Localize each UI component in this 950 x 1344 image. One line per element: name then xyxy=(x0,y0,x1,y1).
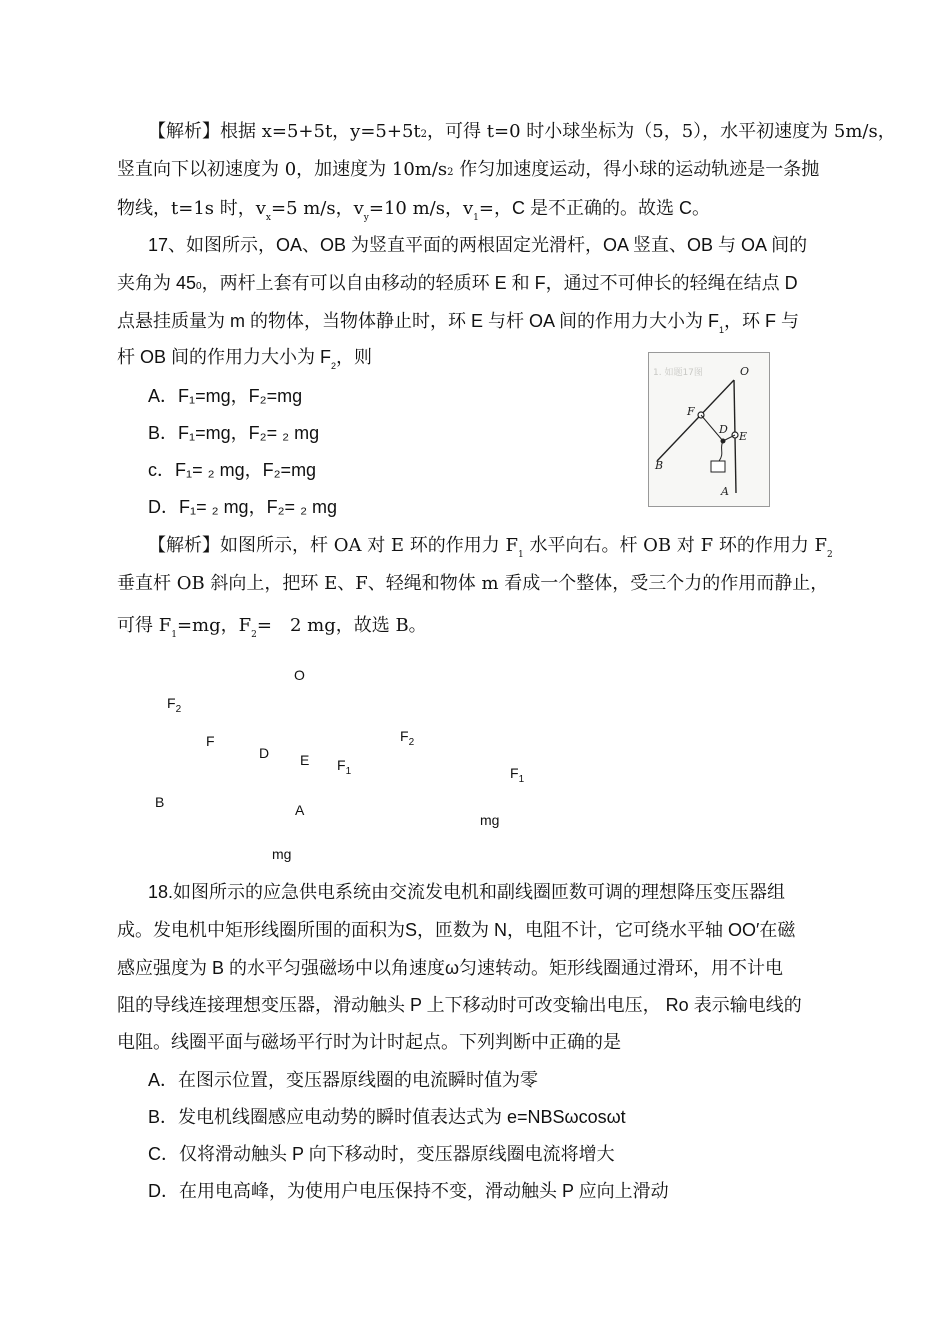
text-span: = xyxy=(256,615,272,636)
q18-option-c: C．仅将滑动触头 P 向下移动时，变压器原线圈电流将增大 xyxy=(148,1144,615,1164)
text-span: 2 mg，故选 B。 xyxy=(289,615,427,636)
text-span: 杆 OB 间的作用力大小为 F xyxy=(117,347,332,367)
q18-line5: 电阻。线圈平面与磁场平行时为计时起点。下列判断中正确的是 xyxy=(117,1032,621,1052)
subscript: 1 xyxy=(473,213,479,223)
subscript: 2 xyxy=(331,361,337,371)
label-o: O xyxy=(740,365,750,378)
q17-line4 xyxy=(117,345,372,378)
text-span: C 是不正确的。故选 C。 xyxy=(511,198,710,218)
text-span: F xyxy=(337,757,346,773)
q17-option-c: c．F₁= ₂ mg，F₂=mg xyxy=(148,460,317,480)
text-span: ，可得 t=0 时小球坐标为（5，5），水平初速度为 5m/s， xyxy=(427,121,896,142)
q18-line3: 感应强度为 B 的水平匀强磁场中以角速度ω匀速转动。矩形线圈通过滑环，用不计电 xyxy=(117,958,784,978)
label-b: B xyxy=(655,459,664,472)
text-span: 水平向右。杆 OB 对 F 环的作用力 F xyxy=(523,535,828,556)
rod-ob xyxy=(657,380,734,461)
text-span: 根据 x=5+5t，y=5+5t xyxy=(220,121,421,142)
text-span: 夹角为 45 xyxy=(117,273,197,293)
text-span: F xyxy=(167,695,176,711)
subscript: y xyxy=(363,213,369,223)
text-span: ，则 xyxy=(336,347,373,367)
subscript: 2 xyxy=(447,167,454,178)
hanging-rope xyxy=(719,441,723,461)
analysis-tag: 【解析】 xyxy=(148,121,220,142)
analysis16-line1 xyxy=(148,120,896,147)
diagram-label-a: A xyxy=(295,802,305,818)
analysis16-line2 xyxy=(117,158,819,185)
analysis17-line2: 垂直杆 OB 斜向上，把环 E、F、轻绳和物体 m 看成一个整体，受三个力的作用而静止， xyxy=(117,573,829,594)
analysis17-line3 xyxy=(117,614,427,647)
subscript: 1 xyxy=(171,630,177,640)
q18-line4: 阻的导线连接理想变压器，滑动触头 P 上下移动时可改变输出电压， Ro 表示输电线的 xyxy=(117,995,802,1015)
diagram-label-f1-right xyxy=(510,765,524,785)
text-span: 可得 F xyxy=(117,615,172,636)
q18-option-d: D．在用电高峰，为使用户电压保持不变，滑动触头 P 应向上滑动 xyxy=(148,1181,669,1201)
text-span: =10 m/s，v xyxy=(368,198,474,219)
diagram-label-b: B xyxy=(155,794,165,810)
text-span: =5 m/s，v xyxy=(270,198,364,219)
subscript: 2 xyxy=(408,736,415,748)
text-span: 物线，t=1s 时，v xyxy=(117,198,266,219)
subscript: 2 xyxy=(251,630,257,640)
diagram-label-mg-right: mg xyxy=(480,812,500,828)
subscript: x xyxy=(265,213,271,223)
text-span: F xyxy=(510,765,519,781)
q18-line2: 成。发电机中矩形线圈所围的面积为S，匝数为 N，电阻不计，它可绕水平轴 OO′在磁 xyxy=(117,920,796,940)
text-span: 点悬挂质量为 m 的物体，当物体静止时，环 E 与杆 OA 间的作用力大小为 F xyxy=(117,311,720,331)
diagram-label-f: F xyxy=(206,733,215,749)
q18-option-b: B．发电机线圈感应电动势的瞬时值表达式为 e=NBSωcosωt xyxy=(148,1107,626,1127)
q17-line1: 17、如图所示，OA、OB 为竖直平面的两根固定光滑杆，OA 竖直、OB 与 OA 间的 xyxy=(148,235,808,255)
q18-line1: 18.如图所示的应急供电系统由交流发电机和副线圈匝数可调的理想降压变压器组 xyxy=(148,882,786,902)
diagram-label-e: E xyxy=(300,752,310,768)
degree-mark: 0 xyxy=(196,281,202,292)
text-span: F xyxy=(400,728,409,744)
subscript: 1 xyxy=(518,550,524,560)
faded-text: 1. 如题17图 xyxy=(653,368,703,378)
label-e: E xyxy=(739,430,748,443)
text-span: 【解析】如图所示，杆 OA 对 E 环的作用力 F xyxy=(148,535,518,556)
diagram-label-d: D xyxy=(259,745,270,761)
q18-option-a: A．在图示位置，变压器原线圈的电流瞬时值为零 xyxy=(148,1070,539,1090)
subscript: 1 xyxy=(719,325,725,335)
subscript: 2 xyxy=(827,550,833,560)
text-span: ，两杆上套有可以自由移动的轻质环 E 和 F，通过不可伸长的轻绳在结点 D xyxy=(201,273,798,293)
diagram-label-o: O xyxy=(294,667,305,683)
q17-option-a: A．F₁=mg，F₂=mg xyxy=(148,386,303,406)
text-span: 竖直向下以初速度为 0，加速度为 10m/s xyxy=(117,159,448,180)
text-span: =mg，F xyxy=(176,615,252,636)
analysis17-line1 xyxy=(148,534,833,567)
q17-line3 xyxy=(117,309,799,342)
text-span: ，环 F 与 xyxy=(724,311,800,331)
subscript: 2 xyxy=(175,703,182,715)
label-d: D xyxy=(719,423,728,436)
q17-option-d: D．F₁= ₂ mg，F₂= ₂ mg xyxy=(148,497,338,517)
diagram-label-mg-left: mg xyxy=(272,846,292,862)
label-a: A xyxy=(721,485,729,498)
rods-diagram xyxy=(649,353,769,506)
text-span: 作匀加速度运动，得小球的运动轨迹是一条抛 xyxy=(453,159,820,180)
analysis16-line3 xyxy=(117,196,710,230)
mass-block xyxy=(711,461,725,472)
q17-option-b: B．F₁=mg，F₂= ₂ mg xyxy=(148,423,320,443)
label-f: F xyxy=(687,405,695,418)
diagram-label-f2-left xyxy=(167,695,181,715)
text-span: =， xyxy=(478,198,512,219)
q17-line2 xyxy=(117,271,798,299)
q17-figure xyxy=(648,352,770,507)
subscript: 1 xyxy=(518,773,525,785)
subscript: 1 xyxy=(345,765,352,777)
subscript: 2 xyxy=(420,129,428,140)
diagram-label-f2-right xyxy=(400,728,414,748)
diagram-label-f1-left xyxy=(337,757,351,777)
